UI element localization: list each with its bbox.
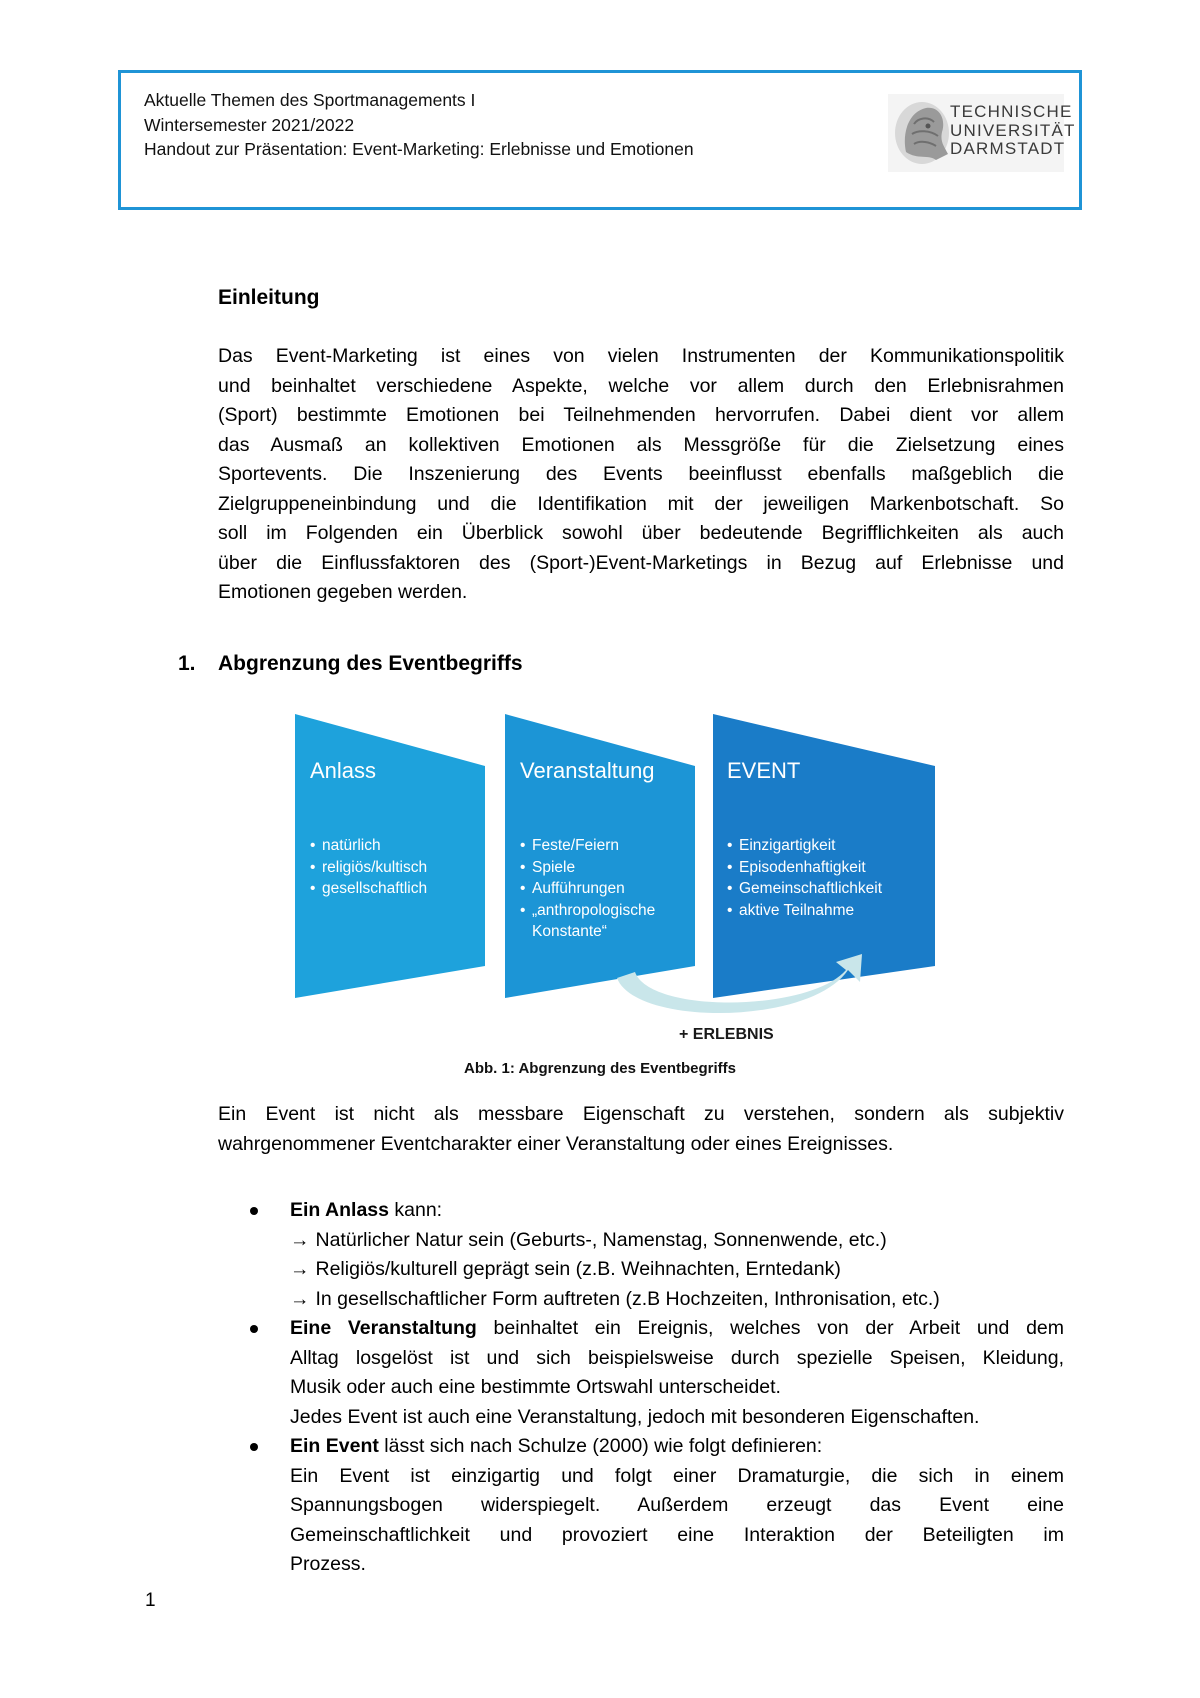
list-item: • Spiele (520, 858, 576, 876)
paragraph-line: Das Event-Marketing ist eines von vielen Instrumenten der Kommunikationspolitik (218, 345, 1064, 367)
logo-line: TECHNISCHE (950, 102, 1073, 121)
bullet-term: Eine Veranstaltung (290, 1317, 477, 1339)
figure-caption: Abb. 1: Abgrenzung des Eventbegriffs (464, 1060, 736, 1077)
section-title: Abgrenzung des Eventbegriffs (218, 652, 523, 675)
arrow-icon: → (290, 1287, 310, 1310)
bullet-event: Ein Event lässt sich nach Schulze (2000) wie folgt definieren: Ein Event ist einzigartig und folgt einer Dramaturgie, die sich in einem Spannungsbogen widerspiegelt. Außerdem erzeugt das Event eine Gemeinschaftlichkeit und provoziert eine Interaktion der Beteiligten im Prozess. (240, 1432, 1064, 1580)
list-item: • Einzigartigkeit (727, 837, 836, 854)
list-item: • religiös/kultisch (310, 858, 428, 876)
list-item: • Episodenhaftigkeit (727, 858, 866, 876)
column-list (310, 835, 427, 900)
column-title: Anlass (310, 758, 377, 783)
column-list (727, 835, 882, 921)
section-heading (178, 652, 523, 676)
bullet-dot (250, 1207, 258, 1215)
event-diagram (290, 708, 940, 1048)
header-text (144, 88, 694, 162)
bullet-dot (250, 1325, 258, 1333)
paragraph-line: soll im Folgenden ein Überblick sowohl über bedeutende Begrifflichkeiten als auch (218, 522, 1064, 544)
bullet-veranstaltung: Eine Veranstaltung beinhaltet ein Ereignis, welches von der Arbeit und dem Alltag losgelöst ist und sich beispielsweise durch spezielle Speisen, Kleidung, Musik oder auch eine bestimmte Ortswahl unterscheidet. Jedes Event ist auch eine Veranstaltung, jedoch mit besonderen Eigenschaften. (240, 1314, 1064, 1432)
column-title: Veranstaltung (520, 758, 655, 783)
paragraph-line: Sportevents. Die Inszenierung des Events beeinflusst ebenfalls maßgeblich die (218, 463, 1064, 485)
definition-paragraph (218, 1100, 1064, 1159)
bullet-dot (250, 1443, 258, 1451)
list-item: • Aufführungen (520, 880, 625, 897)
bullet-term: Ein Anlass (290, 1199, 389, 1221)
handout-title: Handout zur Präsentation: Event-Marketing: Erlebnisse und Emotionen (144, 139, 694, 159)
arrow-icon: → (290, 1258, 310, 1280)
semester: Wintersemester 2021/2022 (144, 114, 355, 135)
page-number: 1 (145, 1590, 156, 1611)
intro-heading: Einleitung (218, 286, 320, 309)
paragraph-line: Zielgruppeneinbindung und die Identifikation mit der jeweiligen Markenbotschaft. So (218, 492, 1064, 515)
column-list (520, 835, 655, 943)
university-logo-text (950, 103, 1076, 159)
plus-erlebnis-label: + ERLEBNIS (679, 1026, 774, 1043)
arrow-icon: → (290, 1228, 310, 1251)
paragraph-line: das Ausmaß an kollektiven Emotionen als Messgröße für die Zielsetzung eines (218, 433, 1064, 456)
column-title: EVENT (727, 758, 801, 783)
list-item: • aktive Teilnahme (727, 901, 855, 919)
logo-line: UNIVERSITÄT (950, 120, 1076, 140)
bullet-list (240, 1196, 1064, 1580)
paragraph-line: Emotionen gegeben werden. (218, 581, 468, 603)
bullet-anlass: Ein Anlass kann: → Natürlicher Natur sein (Geburts-, Namenstag, Sonnenwende, etc.) → Religiös/kulturell geprägt sein (z.B. Weihnachten, Erntedank) → In gesellschaftlicher Form auftreten (z.B Hochzeiten, Inthronisation, etc.) (240, 1196, 1064, 1314)
list-item: • Feste/Feiern (520, 837, 620, 854)
paragraph-line: über die Einflussfaktoren des (Sport-)Event-Marketings in Bezug auf Erlebnisse und (218, 551, 1064, 574)
paragraph-line: Ein Event ist nicht als messbare Eigenschaft zu verstehen, sondern als subjektiv (218, 1103, 1064, 1125)
list-item: • gesellschaftlich (310, 880, 428, 897)
logo-line: DARMSTADT (950, 139, 1066, 158)
bullet-term: Ein Event (290, 1435, 379, 1457)
paragraph-line: wahrgenommener Eventcharakter einer Veranstaltung oder eines Ereignisses. (218, 1132, 894, 1155)
course-title: Aktuelle Themen des Sportmanagements I (144, 90, 476, 110)
list-item: • natürlich (310, 837, 381, 854)
section-number: 1. (178, 652, 196, 675)
intro-paragraph (218, 342, 1064, 608)
list-item: • „anthropologische Konstante“ (520, 901, 656, 940)
paragraph-line: (Sport) bestimmte Emotionen bei Teilnehmenden hervorrufen. Dabei dient vor allem (218, 404, 1064, 426)
list-item: • Gemeinschaftlichkeit (727, 880, 883, 897)
paragraph-line: und beinhaltet verschiedene Aspekte, welche vor allem durch den Erlebnisrahmen (218, 374, 1064, 397)
